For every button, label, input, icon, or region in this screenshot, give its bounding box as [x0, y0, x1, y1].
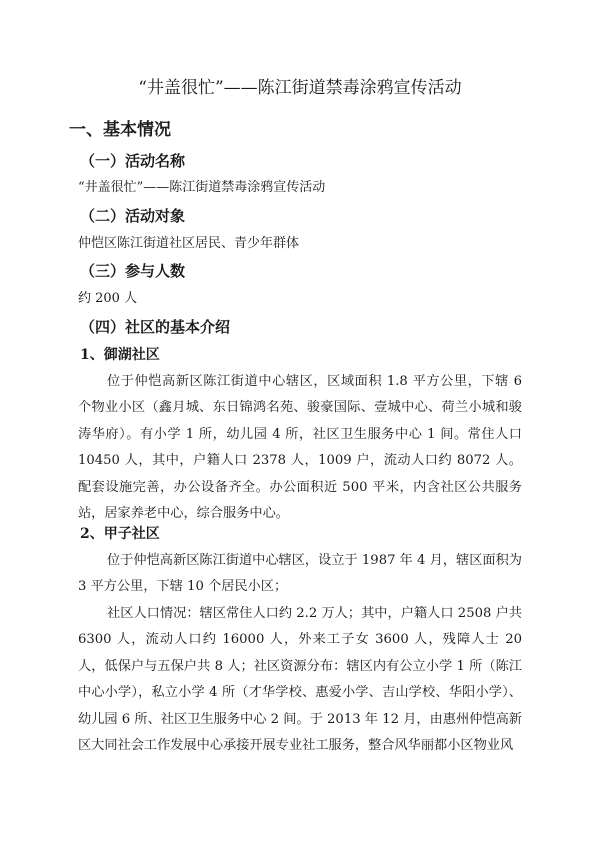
jiazi-community-paragraph-1: 位于仲恺高新区陈江街道中心辖区，设立于 1987 年 4 月，辖区面积为 3 平方公里，下辖 10 个居民小区；	[78, 553, 522, 595]
jiazi-community-paragraph-2: 社区人口情况：辖区常住人口约 2.2 万人；其中，户籍人口 2508 户共 6300 人，流动人口约 16000 人，外来工子女 3600 人，残障人士 20 人，低保户与五保户共 8 人；社区资源分布：辖区内有公立小学 1 所（陈江中心小学），私立小学 4 所（才华学校、惠爱小学、吉山学校、华阳小学）、幼儿园 6 所、社区卫生服务中心 2 间。于 2013 年 12 月，由惠州仲恺高新区大同社会工作发展中心承接开展专业社工服务，整合风华丽都小区物业风	[78, 606, 522, 754]
section-heading-basic-info: 一、基本情况	[69, 120, 171, 140]
heading-yuhu-community: 1、御湖社区	[80, 347, 160, 363]
heading-participants: （三）参与人数	[80, 262, 186, 280]
document-title: “井盖很忙”——陈江街道禁毒涂鸦宣传活动	[138, 78, 462, 98]
heading-jiazi-community: 2、甲子社区	[80, 526, 160, 542]
heading-activity-name: （一）活动名称	[80, 152, 186, 170]
participants-value: 约 200 人	[78, 291, 138, 306]
yuhu-community-paragraph: 位于仲恺高新区陈江街道中心辖区，区域面积 1.8 平方公里，下辖 6 个物业小区（鑫月城、东日锦鸿名苑、骏豪国际、壹城中心、荷兰小城和骏涛华府）。有小学 1 所，幼儿园 4 所，社区卫生服务中心 1 间。常住人口 10450 人，其中，户籍人口 2378 人，1009 户，流动人口约 8072 人。配套设施完善，办公设备齐全。办公面积近 500 平米，内含社区公共服务站，居家养老中心，综合服务中心。	[78, 374, 522, 522]
heading-community-intro: （四）社区的基本介绍	[80, 318, 231, 336]
activity-name-value: “井盖很忙”——陈江街道禁毒涂鸦宣传活动	[78, 180, 326, 195]
heading-activity-target: （二）活动对象	[80, 207, 186, 225]
activity-target-value: 仲恺区陈江街道社区居民、青少年群体	[78, 236, 300, 251]
